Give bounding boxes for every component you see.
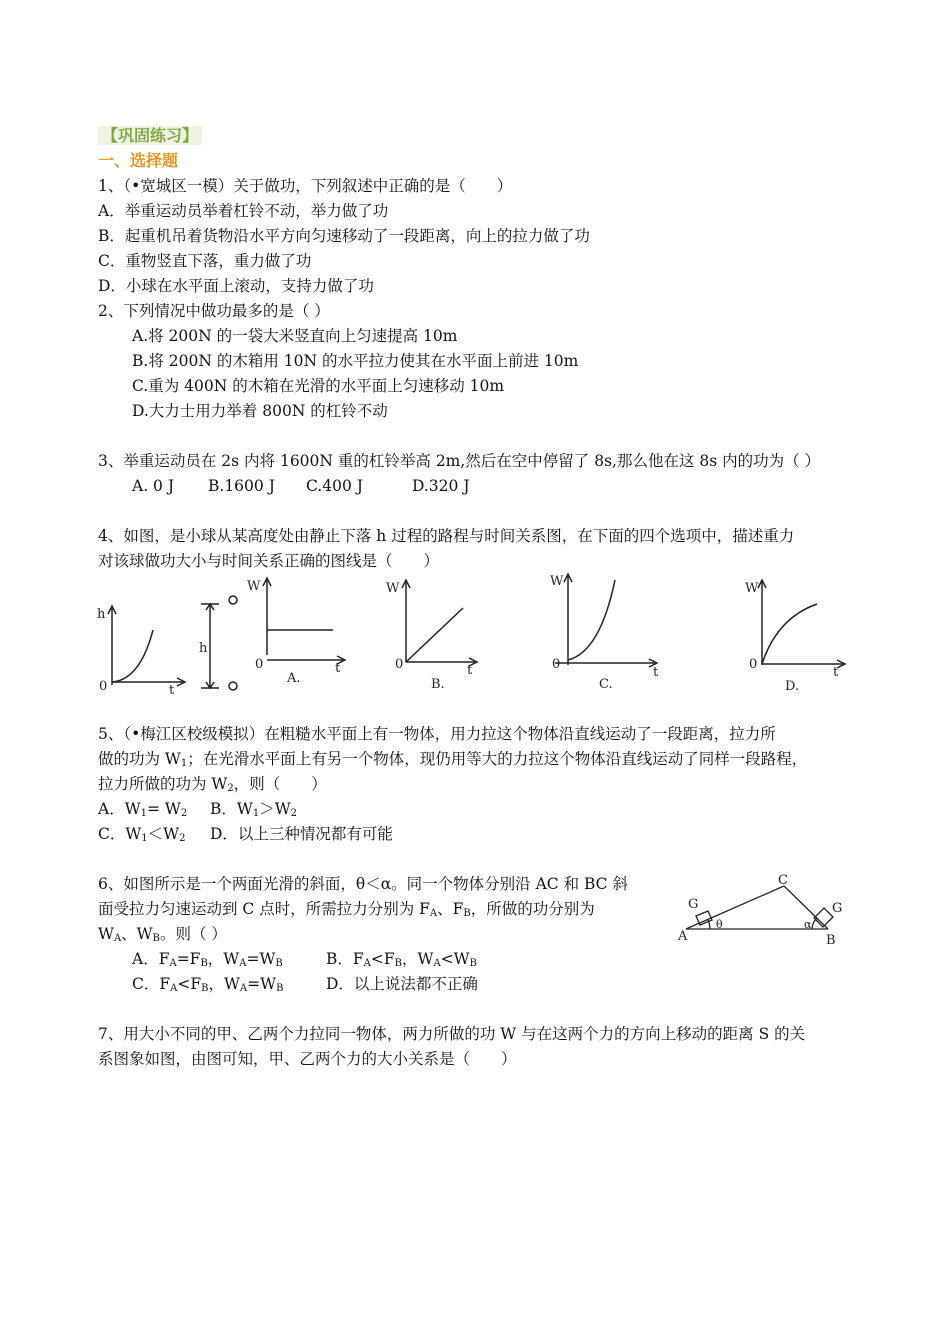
q6-option-a: A．$F_A=F_B$，$W_A=W_B$ bbox=[132, 950, 283, 969]
q6-line1: 6、如图所示是一个两面光滑的斜面，θ＜α。同一个物体分别沿 AC 和 BC 斜 bbox=[98, 875, 628, 893]
q3-option-c: C.400 J bbox=[306, 477, 363, 495]
q2-option-c: C.重为 400N 的木箱在光滑的水平面上匀速移动 10m bbox=[132, 377, 505, 395]
q2-option-d: D.大力士用力举着 800N 的杠铃不动 bbox=[132, 402, 388, 420]
q6-line3: $W_A$、$W_B$。则（ ） bbox=[98, 925, 227, 944]
q7-line2: 系图象如图，由图可知，甲、乙两个力的大小关系是（ ） bbox=[98, 1050, 517, 1068]
q4-stem-line1: 4、如图，是小球从某高度处由静止下落 h 过程的路程与时间关系图，在下面的四个选项中，描述重力 bbox=[98, 527, 795, 545]
q6-label-g-left: G bbox=[688, 897, 699, 912]
q4-figure bbox=[95, 570, 855, 700]
q4-b-origin: 0 bbox=[395, 657, 404, 672]
q6-incline-figure bbox=[676, 872, 851, 952]
q6-label-b: B bbox=[826, 933, 836, 948]
q6-option-b: B．$F_A<F_B$，$W_A<W_B$ bbox=[326, 950, 477, 969]
q3-option-a: A. 0 J bbox=[132, 477, 175, 495]
q6-option-c: C．$F_A<F_B$，$W_A=W_B$ bbox=[132, 975, 284, 994]
q2-stem: 2、下列情况中做功最多的是（ ） bbox=[98, 302, 330, 320]
q4-b-w-axis: W bbox=[386, 581, 400, 596]
q4-a-origin: 0 bbox=[255, 657, 264, 672]
q3-option-d: D.320 J bbox=[412, 477, 470, 495]
q4-h-axis-label: h bbox=[97, 607, 106, 622]
q6-option-d: D．以上说法都不正确 bbox=[326, 975, 478, 993]
q1-option-b: B．起重机吊着货物沿水平方向匀速移动了一段距离，向上的拉力做了功 bbox=[98, 227, 590, 245]
q1-stem: 1、（•宽城区一模）关于做功，下列叙述中正确的是（ ） bbox=[98, 177, 513, 195]
q6-label-alpha: α bbox=[804, 918, 812, 931]
q5-options-cd bbox=[98, 823, 393, 850]
q6-label-a: A bbox=[678, 929, 688, 944]
q4-b-t-axis: t bbox=[467, 663, 473, 678]
q7-line1: 7、用大小不同的甲、乙两个力拉同一物体，两力所做的功 W 与在这两个力的方向上移动的距离 S 的关 bbox=[98, 1025, 806, 1043]
section-heading: 一、选择题 bbox=[98, 151, 179, 170]
exercise-heading: 【巩固练习】 bbox=[98, 126, 202, 145]
q6-line2: 面受拉力匀速运动到 C 点时，所需拉力分别为 $F_A$、$F_B$，所做的功分别为 bbox=[98, 900, 595, 919]
q6-label-g-right: G bbox=[832, 901, 843, 916]
q6-options-ab bbox=[132, 948, 477, 975]
q1-option-a: A．举重运动员举着杠铃不动，举力做了功 bbox=[98, 202, 389, 220]
q2-option-a: A.将 200N 的一袋大米竖直向上匀速提高 10m bbox=[132, 327, 458, 345]
q4-a-w-axis: W bbox=[247, 579, 261, 594]
q1-option-d: D．小球在水平面上滚动，支持力做了功 bbox=[98, 277, 374, 295]
q4-stem-line2: 对该球做功大小与时间关系正确的图线是（ ） bbox=[98, 552, 440, 570]
q1-option-c: C．重物竖直下落，重力做了功 bbox=[98, 252, 312, 270]
q5-option-b: B．$W_1>W_2$ bbox=[210, 800, 298, 819]
q4-label-b: B. bbox=[431, 677, 445, 692]
q4-origin-label: 0 bbox=[99, 679, 108, 694]
q2-option-b: B.将 200N 的木箱用 10N 的水平拉力使其在水平面上前进 10m bbox=[132, 352, 579, 370]
q6-label-c: C bbox=[778, 873, 788, 888]
q4-t-axis-label: t bbox=[169, 683, 175, 698]
q6-label-theta: θ bbox=[716, 918, 723, 931]
q5-option-a: A．$W_1= W_2$ bbox=[98, 800, 188, 819]
section-title bbox=[98, 150, 178, 172]
q4-a-t-axis: t bbox=[335, 661, 341, 676]
q4-c-origin: 0 bbox=[552, 657, 561, 672]
q4-c-t-axis: t bbox=[653, 665, 659, 680]
q5-option-d: D．以上三种情况都有可能 bbox=[210, 825, 393, 843]
q4-c-w-axis: W bbox=[550, 574, 564, 589]
q4-label-c: C. bbox=[599, 677, 613, 692]
heading-line bbox=[98, 125, 202, 147]
q4-d-t-axis: t bbox=[833, 665, 839, 680]
q3-options bbox=[132, 475, 470, 497]
q5-line2: 做的功为 $W_1$；在光滑水平面上有另一个物体，现仍用等大的力拉这个物体沿直线运动了同样一段路程， bbox=[98, 750, 808, 769]
q5-option-c: C．$W_1<W_2$ bbox=[98, 825, 186, 844]
q5-line3: 拉力所做的功为 $W_2$，则（ ） bbox=[98, 775, 327, 794]
q4-label-a: A. bbox=[287, 671, 301, 686]
q3-stem: 3、举重运动员在 2s 内将 1600N 重的杠铃举高 2m,然后在空中停留了 8s,那么他在这 8s 内的功为（ ） bbox=[98, 452, 821, 470]
q6-options-cd bbox=[132, 973, 478, 1000]
q4-d-origin: 0 bbox=[749, 657, 758, 672]
q5-options-ab bbox=[98, 798, 297, 825]
q4-d-w-axis: W bbox=[745, 581, 759, 596]
q5-line1: 5、（•梅江区校级模拟）在粗糙水平面上有一物体，用力拉这个物体沿直线运动了一段距离，拉力所 bbox=[98, 725, 776, 743]
q4-drop-label: h bbox=[199, 641, 208, 656]
q3-option-b: B.1600 J bbox=[208, 477, 275, 495]
q4-label-d: D. bbox=[785, 679, 800, 694]
